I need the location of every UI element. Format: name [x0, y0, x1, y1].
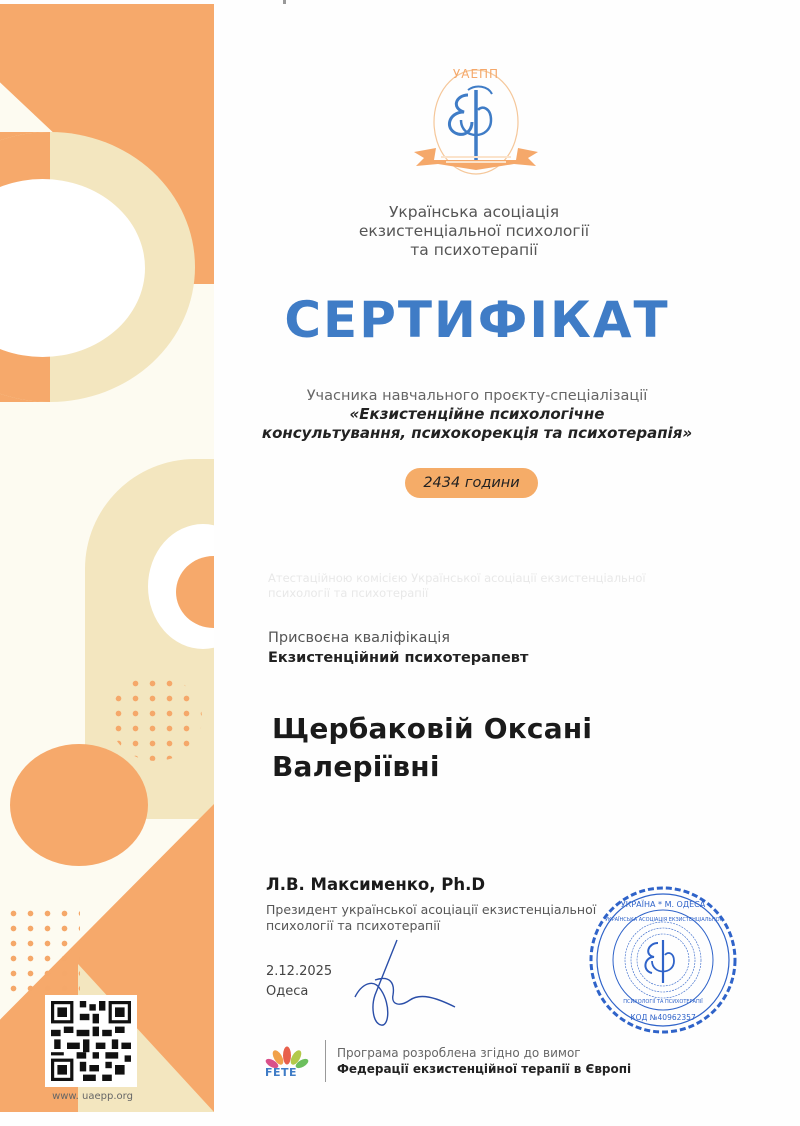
- decorative-side-panel: [0, 4, 214, 1112]
- recipient-name-line-1: Щербаковій Оксані: [272, 712, 593, 745]
- qr-code[interactable]: [45, 995, 137, 1087]
- official-stamp-icon: [588, 885, 738, 1035]
- organization-name: [214, 203, 734, 260]
- hours-badge: 2434 години: [405, 468, 538, 498]
- recipient-name-line-2: Валеріївні: [272, 750, 440, 783]
- signature-icon: [345, 935, 465, 1030]
- dot-pattern-lower: [5, 906, 80, 996]
- attestation-line-2: психології та психотерапії: [268, 586, 429, 600]
- fete-logo-label: FETE: [265, 1066, 298, 1079]
- svg-text:УАЕПП: УАЕПП: [452, 67, 500, 81]
- organization-line-1: Українська асоціація: [388, 203, 560, 221]
- uaepp-logo: [406, 60, 546, 185]
- program-name-line-2: консультування, психокорекція та психотерапія»: [261, 424, 693, 442]
- organization-line-3: та психотерапії: [410, 241, 538, 259]
- fete-line-2: Федерації екзистенційної терапії в Європі: [337, 1062, 632, 1076]
- svg-text:КОД №40962357: КОД №40962357: [630, 1013, 696, 1022]
- issue-info: [266, 962, 332, 1002]
- signatory-title-line-2: психології та психотерапії: [266, 918, 441, 933]
- svg-text:УКРАЇНА * М. ОДЕСА: УКРАЇНА * М. ОДЕСА: [620, 900, 706, 909]
- signatory-title-line-1: Президент української асоціації екзистенціальної: [266, 902, 597, 917]
- svg-text:УКРАЇНСЬКА АСОЦІАЦІЯ ЕКЗИСТЕНЦ: УКРАЇНСЬКА АСОЦІАЦІЯ ЕКЗИСТЕНЦІАЛЬНОЇ: [604, 917, 722, 923]
- qr-code-icon: [51, 1001, 131, 1081]
- signatory-name: Л.В. Максименко, Ph.D: [266, 875, 486, 894]
- scan-mark: [283, 0, 286, 4]
- participant-label: Учасника навчального проєкту-спеціалізації: [306, 388, 648, 404]
- program-name-line-1: «Екзистенційне психологічне: [349, 405, 605, 423]
- recipient-name: [272, 710, 592, 786]
- certificate-title: СЕРТИФІКАТ: [284, 291, 670, 349]
- organization-line-2: екзистенціальної психології: [358, 222, 590, 240]
- issue-date: 2.12.2025: [266, 964, 333, 979]
- dot-pattern-upper: [110, 676, 202, 761]
- attestation-text: [268, 571, 708, 601]
- signatory-title: [266, 902, 626, 934]
- website-link[interactable]: www. uaepp.org: [52, 1091, 133, 1102]
- qualification-label: Присвоєна кваліфікація: [268, 630, 451, 646]
- orange-big-circle: [10, 744, 148, 866]
- fete-line-1: Програма розроблена згідно до вимог: [337, 1046, 581, 1060]
- uaepp-monogram-icon: [406, 60, 546, 185]
- fete-divider: [325, 1040, 326, 1082]
- issue-city: Одеса: [266, 984, 309, 999]
- attestation-line-1: Атестаційною комісією Української асоціації екзистенціальної: [268, 571, 646, 585]
- qualification-value: Екзистенційний психотерапевт: [268, 650, 529, 666]
- program-name: [214, 405, 740, 443]
- svg-text:ПСИХОЛОГІЇ ТА ПСИХОТЕРАПІЇ: ПСИХОЛОГІЇ ТА ПСИХОТЕРАПІЇ: [623, 999, 703, 1005]
